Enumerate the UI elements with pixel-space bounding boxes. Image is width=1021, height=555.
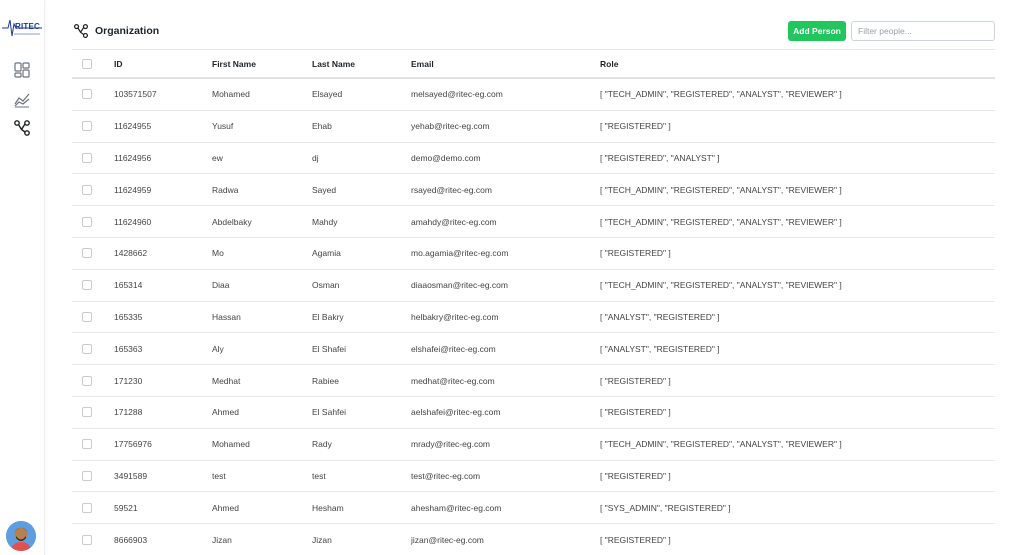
- table-row[interactable]: [72, 206, 995, 238]
- column-header-last-name[interactable]: Last Name: [312, 58, 355, 69]
- add-person-button[interactable]: Add Person: [788, 21, 846, 41]
- table-row[interactable]: [72, 143, 995, 175]
- cell-id: 165314: [114, 280, 143, 291]
- table-header-row: [72, 49, 995, 79]
- select-all-cell: [82, 50, 92, 77]
- cell-last-name: Rabiee: [312, 375, 339, 386]
- cell-last-name: Mahdy: [312, 216, 338, 227]
- cell-first-name: Yusuf: [212, 121, 234, 132]
- cell-last-name: Jizan: [312, 534, 332, 545]
- dashboard-icon[interactable]: [13, 61, 31, 79]
- cell-email: amahdy@ritec-eg.com: [411, 216, 497, 227]
- cell-id: 11624955: [114, 121, 152, 132]
- row-select-cell: [82, 238, 92, 269]
- row-checkbox[interactable]: [82, 407, 92, 417]
- cell-last-name: Rady: [312, 439, 332, 450]
- cell-email: diaaosman@ritec-eg.com: [411, 280, 508, 291]
- cell-role: [ "REGISTERED" ]: [600, 470, 671, 481]
- organization-icon[interactable]: [13, 119, 31, 137]
- user-avatar[interactable]: [6, 521, 36, 551]
- table-row[interactable]: [72, 524, 995, 555]
- row-select-cell: [82, 206, 92, 237]
- row-checkbox[interactable]: [82, 471, 92, 481]
- table-row[interactable]: [72, 238, 995, 270]
- cell-role: [ "REGISTERED" ]: [600, 375, 671, 386]
- avatar-person-icon: [6, 521, 36, 551]
- cell-id: 11624960: [114, 216, 152, 227]
- row-select-cell: [82, 524, 92, 555]
- cell-first-name: ew: [212, 152, 223, 163]
- select-all-checkbox[interactable]: [82, 59, 92, 69]
- analytics-icon[interactable]: [13, 90, 31, 108]
- cell-last-name: Sayed: [312, 184, 337, 195]
- row-checkbox[interactable]: [82, 503, 92, 513]
- cell-id: 171288: [114, 407, 143, 418]
- cell-id: 103571507: [114, 89, 157, 100]
- table-row[interactable]: [72, 111, 995, 143]
- cell-last-name: El Shafei: [312, 343, 347, 354]
- cell-role: [ "TECH_ADMIN", "REGISTERED", "ANALYST", "REVIEWER" ]: [600, 216, 842, 227]
- ritec-logo[interactable]: [2, 14, 42, 40]
- cell-first-name: Mohamed: [212, 89, 250, 100]
- cell-first-name: Ahmed: [212, 407, 239, 418]
- row-select-cell: [82, 174, 92, 205]
- cell-last-name: Ehab: [312, 121, 332, 132]
- cell-email: melsayed@ritec-eg.com: [411, 89, 503, 100]
- cell-email: elshafei@ritec-eg.com: [411, 343, 496, 354]
- cell-id: 17756976: [114, 439, 152, 450]
- cell-email: demo@demo.com: [411, 152, 481, 163]
- cell-id: 3491589: [114, 470, 148, 481]
- row-checkbox[interactable]: [82, 248, 92, 258]
- cell-id: 8666903: [114, 534, 148, 545]
- cell-email: yehab@ritec-eg.com: [411, 121, 490, 132]
- row-checkbox[interactable]: [82, 153, 92, 163]
- cell-first-name: Ahmed: [212, 502, 239, 513]
- cell-id: 171230: [114, 375, 143, 386]
- cell-first-name: Hassan: [212, 311, 241, 322]
- cell-email: mrady@ritec-eg.com: [411, 439, 491, 450]
- sidebar: [0, 0, 45, 555]
- row-select-cell: [82, 302, 92, 333]
- cell-role: [ "TECH_ADMIN", "REGISTERED", "ANALYST", "REVIEWER" ]: [600, 439, 842, 450]
- cell-email: test@ritec-eg.com: [411, 470, 481, 481]
- row-checkbox[interactable]: [82, 217, 92, 227]
- table-row[interactable]: [72, 365, 995, 397]
- cell-id: 11624959: [114, 184, 152, 195]
- cell-first-name: Aly: [212, 343, 224, 354]
- cell-id: 165363: [114, 343, 143, 354]
- cell-first-name: Medhat: [212, 375, 241, 386]
- cell-first-name: Jizan: [212, 534, 232, 545]
- cell-first-name: Mohamed: [212, 439, 250, 450]
- cell-role: [ "REGISTERED" ]: [600, 534, 671, 545]
- cell-role: [ "TECH_ADMIN", "REGISTERED", "ANALYST", "REVIEWER" ]: [600, 89, 842, 100]
- table-row[interactable]: [72, 333, 995, 365]
- row-select-cell: [82, 79, 92, 110]
- filter-people-input[interactable]: [851, 21, 995, 41]
- cell-role: [ "ANALYST", "REGISTERED" ]: [600, 311, 720, 322]
- cell-first-name: Abdelbaky: [212, 216, 252, 227]
- cell-role: [ "SYS_ADMIN", "REGISTERED" ]: [600, 502, 731, 513]
- cell-email: medhat@ritec-eg.com: [411, 375, 495, 386]
- cell-email: mo.agamia@ritec-eg.com: [411, 248, 509, 259]
- cell-last-name: Agamia: [312, 248, 341, 259]
- table-row[interactable]: [72, 270, 995, 302]
- cell-role: [ "ANALYST", "REGISTERED" ]: [600, 343, 720, 354]
- row-checkbox[interactable]: [82, 376, 92, 386]
- table-row[interactable]: [72, 397, 995, 429]
- row-select-cell: [82, 111, 92, 142]
- logo-text: RITEC: [15, 22, 40, 31]
- cell-first-name: Radwa: [212, 184, 239, 195]
- cell-role: [ "REGISTERED" ]: [600, 407, 671, 418]
- cell-last-name: Hesham: [312, 502, 344, 513]
- row-select-cell: [82, 365, 92, 396]
- row-checkbox[interactable]: [82, 280, 92, 290]
- page-title: Organization: [95, 25, 160, 37]
- row-select-cell: [82, 492, 92, 523]
- people-table: [72, 49, 995, 555]
- cell-id: 1428662: [114, 248, 148, 259]
- row-checkbox[interactable]: [82, 344, 92, 354]
- cell-first-name: Diaa: [212, 280, 230, 291]
- row-select-cell: [82, 333, 92, 364]
- cell-role: [ "REGISTERED" ]: [600, 248, 671, 259]
- table-body: [72, 79, 995, 555]
- row-select-cell: [82, 270, 92, 301]
- cell-email: aelshafei@ritec-eg.com: [411, 407, 501, 418]
- cell-role: [ "REGISTERED", "ANALYST" ]: [600, 152, 720, 163]
- row-select-cell: [82, 461, 92, 492]
- table-row[interactable]: [72, 461, 995, 493]
- cell-last-name: dj: [312, 152, 319, 163]
- cell-first-name: Mo: [212, 248, 224, 259]
- row-checkbox[interactable]: [82, 89, 92, 99]
- row-checkbox[interactable]: [82, 312, 92, 322]
- cell-email: jizan@ritec-eg.com: [411, 534, 484, 545]
- table-row[interactable]: [72, 492, 995, 524]
- cell-role: [ "TECH_ADMIN", "REGISTERED", "ANALYST", "REVIEWER" ]: [600, 184, 842, 195]
- column-header-id[interactable]: ID: [114, 58, 123, 69]
- column-header-first-name[interactable]: First Name: [212, 58, 256, 69]
- row-select-cell: [82, 397, 92, 428]
- cell-first-name: test: [212, 470, 226, 481]
- cell-id: 11624956: [114, 152, 152, 163]
- row-checkbox[interactable]: [82, 185, 92, 195]
- column-header-email[interactable]: Email: [411, 58, 434, 69]
- table-row[interactable]: [72, 174, 995, 206]
- column-header-role[interactable]: Role: [600, 58, 619, 69]
- cell-id: 59521: [114, 502, 138, 513]
- page-header: [72, 20, 997, 44]
- table-row[interactable]: [72, 302, 995, 334]
- cell-email: helbakry@ritec-eg.com: [411, 311, 499, 322]
- row-checkbox[interactable]: [82, 121, 92, 131]
- table-row[interactable]: [72, 79, 995, 111]
- row-checkbox[interactable]: [82, 535, 92, 545]
- row-checkbox[interactable]: [82, 439, 92, 449]
- cell-role: [ "REGISTERED" ]: [600, 121, 671, 132]
- cell-last-name: Elsayed: [312, 89, 343, 100]
- row-select-cell: [82, 143, 92, 174]
- cell-id: 165335: [114, 311, 143, 322]
- cell-last-name: El Sahfei: [312, 407, 347, 418]
- table-row[interactable]: [72, 429, 995, 461]
- cell-role: [ "TECH_ADMIN", "REGISTERED", "ANALYST", "REVIEWER" ]: [600, 280, 842, 291]
- cell-last-name: El Bakry: [312, 311, 344, 322]
- organization-icon: [73, 23, 89, 39]
- cell-last-name: test: [312, 470, 326, 481]
- cell-email: rsayed@ritec-eg.com: [411, 184, 492, 195]
- cell-email: ahesham@ritec-eg.com: [411, 502, 502, 513]
- cell-last-name: Osman: [312, 280, 340, 291]
- row-select-cell: [82, 429, 92, 460]
